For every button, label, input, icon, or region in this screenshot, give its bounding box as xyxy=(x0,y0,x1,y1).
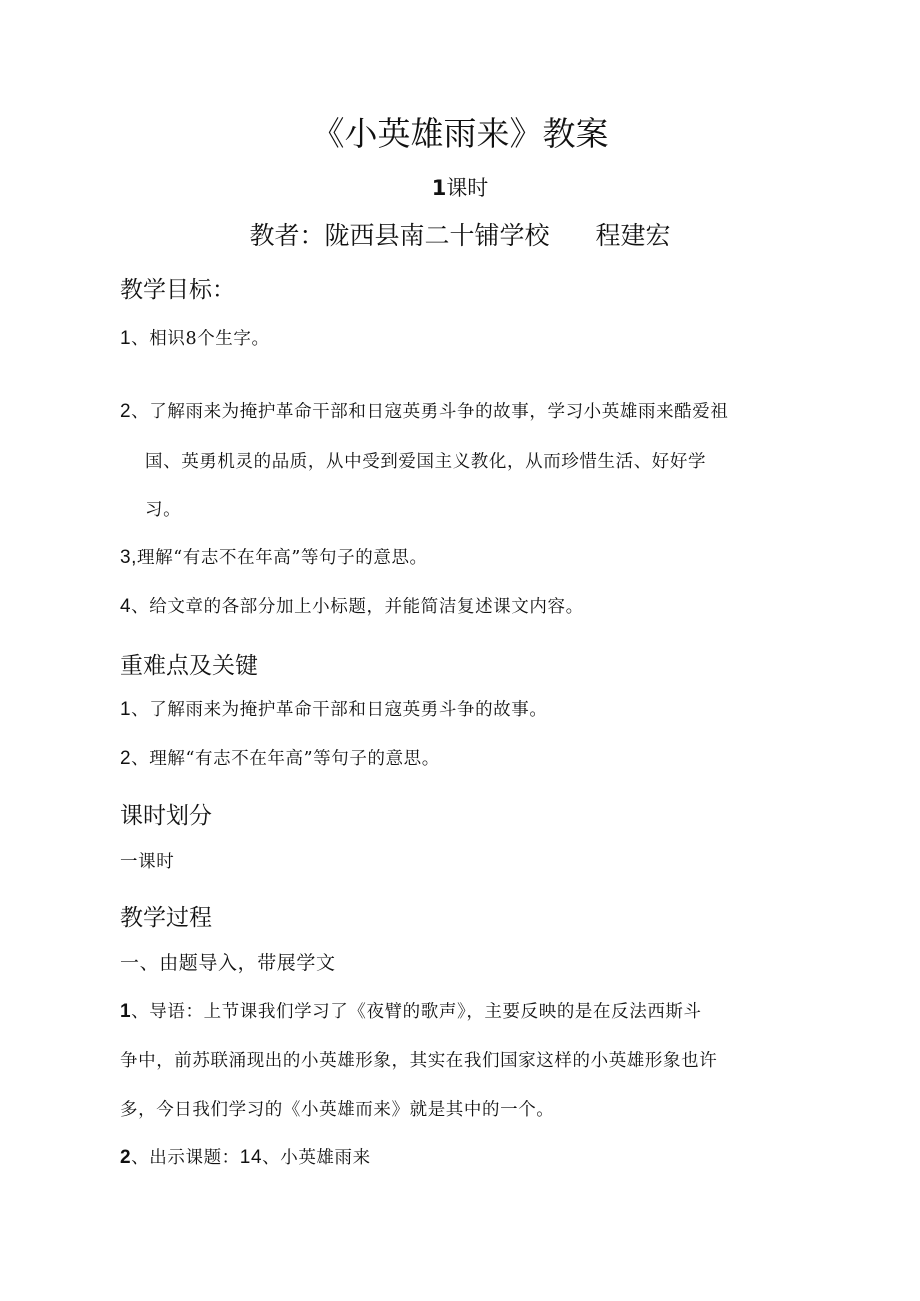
goal-item-4 xyxy=(120,593,584,618)
schedule-text: 一课时 xyxy=(120,852,175,872)
process-step-1-line-2: 争中，前苏联涌现出的小英雄形象，其实在我们国家这样的小英雄形象也许 xyxy=(120,1051,718,1071)
goals-heading: 教学目标： xyxy=(120,277,235,303)
keypoint-item-2-number: 2 xyxy=(120,748,132,769)
process-step-1-text: 、导语：上节课我们学习了《夜臂的歌声》，主要反映的是在反法西斯斗 xyxy=(131,1002,702,1022)
goal-item-2-number: 2 xyxy=(120,401,132,422)
keypoint-item-1 xyxy=(120,696,547,721)
keypoint-item-2 xyxy=(120,745,440,770)
goal-item-2-line-1 xyxy=(120,398,728,423)
lesson-count xyxy=(0,172,920,202)
goal-item-2-line-2: 国、英勇机灵的品质，从中受到爱国主义教化，从而珍惜生活、好好学 xyxy=(145,452,707,472)
process-step-2-number: 2 xyxy=(120,1147,132,1168)
author-line xyxy=(0,216,920,252)
lesson-count-label: 课时 xyxy=(446,176,489,200)
process-step-2-code: 14 xyxy=(239,1147,263,1168)
goal-item-4-text: 、给文章的各部分加上小标题，并能简洁复述课文内容。 xyxy=(131,597,584,617)
keypoints-heading: 重难点及关键 xyxy=(120,653,258,679)
goal-item-1-text: 、相识8个生字。 xyxy=(131,329,270,349)
goal-item-4-number: 4 xyxy=(120,596,132,617)
goal-item-1 xyxy=(120,325,270,350)
goal-item-2-line-3: 习。 xyxy=(145,500,182,520)
goal-item-1-number: 1 xyxy=(120,328,132,349)
process-step-2-title: 、小英雄雨来 xyxy=(262,1148,371,1168)
author-name: 程建宏 xyxy=(595,221,671,250)
process-heading: 教学过程 xyxy=(120,905,212,931)
page-title: 《小英雄雨来》教案 xyxy=(311,114,609,153)
process-step-2 xyxy=(120,1144,371,1169)
goal-item-2-text: 、了解雨来为掩护革命干部和日寇英勇斗争的故事，学习小英雄雨来酷爱祖 xyxy=(131,402,729,422)
process-step-1-line-3: 多，今日我们学习的《小英雄而来》就是其中的一个。 xyxy=(120,1100,555,1120)
keypoint-item-1-number: 1 xyxy=(120,699,132,720)
process-section-1: 一、由题导入，带展学文 xyxy=(120,952,336,974)
lesson-count-number: 1 xyxy=(431,176,447,200)
keypoint-item-2-text: 、理解“有志不在年高”等句子的意思。 xyxy=(131,749,440,769)
author-school: 教者：陇西县南二十铺学校 xyxy=(249,221,550,250)
process-step-1-number: 1 xyxy=(120,1001,132,1022)
schedule-heading: 课时划分 xyxy=(120,803,212,829)
goal-item-3-text: 理解“有志不在年高”等句子的意思。 xyxy=(137,548,428,568)
process-step-1-line-1 xyxy=(120,998,702,1023)
goal-item-3-number: 3, xyxy=(120,547,138,568)
goal-item-3 xyxy=(120,544,428,569)
process-step-2-label: 、出示课题： xyxy=(131,1148,240,1168)
keypoint-item-1-text: 、了解雨来为掩护革命干部和日寇英勇斗争的故事。 xyxy=(131,700,548,720)
